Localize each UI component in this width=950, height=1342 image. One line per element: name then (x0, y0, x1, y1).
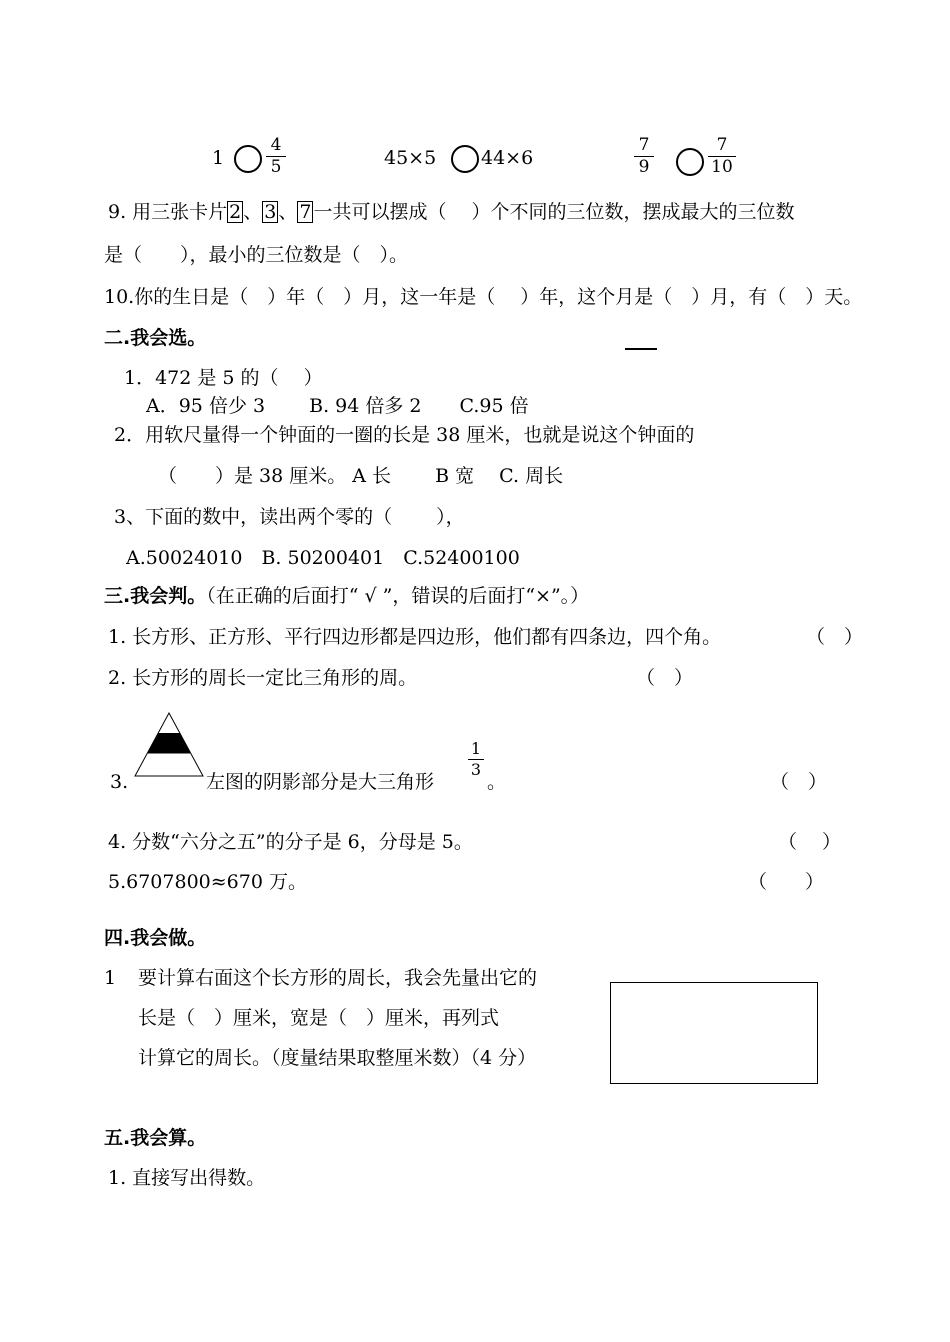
s2-q1-options: A．95 倍少 3 B. 94 倍多 2 C.95 倍 (146, 395, 529, 417)
section3-header (104, 584, 589, 608)
s4-q1-num: 1 (104, 967, 117, 989)
sep: 、 (278, 201, 298, 223)
fraction-7-9 (634, 136, 654, 177)
s4-q1-line3: 计算它的周长。（度量结果取整厘米数）（4 分） (138, 1047, 537, 1069)
frac-num: 7 (638, 135, 650, 155)
s3-q5: 5.6707800≈670 万。 (108, 871, 307, 893)
s4-q1-line2: 长是（ ）厘米，宽是（ ）厘米，再列式 (138, 1007, 500, 1029)
s3-q2: 2. 长方形的周长一定比三角形的周。 (108, 667, 418, 689)
fraction-4-5 (266, 136, 286, 177)
q10: 10.你的生日是（ ）年（ ）月，这一年是（ ）年，这个月是（ ）月，有（ ）天。 (104, 286, 863, 308)
frac-den: 5 (270, 157, 282, 177)
q9-suffix: 一共可以摆成（ ）个不同的三位数，摆成最大的三位数 (313, 201, 795, 223)
q9-line1 (108, 200, 795, 224)
s2-q3-options: A.50024010 B. 50200401 C.52400100 (126, 547, 520, 569)
frac-num: 1 (470, 739, 482, 758)
compare-2-left: 45×5 (384, 147, 437, 169)
compare-circle-1[interactable] (234, 145, 262, 173)
section3-title: 三.我会判。 (104, 585, 207, 607)
q9-prefix: 9. 用三张卡片 (108, 201, 228, 223)
sep: 、 (243, 201, 263, 223)
s3-q5-answer[interactable]: （ ） (748, 871, 825, 893)
shaded-band (148, 733, 191, 753)
fraction-1-3 (468, 740, 484, 779)
frac-den: 9 (638, 157, 650, 177)
s2-q3: 3、下面的数中，读出两个零的（ ）， (114, 506, 465, 528)
s3-q3-answer[interactable]: （ ） (770, 771, 828, 793)
section2-title: 二.我会选。 (104, 327, 207, 349)
card-3: 3 (264, 201, 277, 223)
s2-q1: 1．472 是 5 的（ ） (124, 367, 323, 389)
s2-q2-line2: （ ）是 38 厘米。 A 长 B 宽 C. 周长 (158, 465, 564, 487)
fraction-7-10 (708, 136, 736, 177)
s3-q4-answer[interactable]: （ ） (778, 831, 842, 853)
section3-instruction: （在正确的后面打“ √ ”，错误的后面打“×”。） (206, 585, 590, 607)
s2-q2-line1: 2．用软尺量得一个钟面的一圈的长是 38 厘米，也就是说这个钟面的 (114, 424, 695, 446)
frac-num: 4 (270, 135, 282, 155)
s3-q3-text: 左图的阴影部分是大三角形 (206, 771, 435, 793)
s3-q4: 4. 分数“六分之五”的分子是 6，分母是 5。 (108, 831, 473, 853)
compare-circle-3[interactable] (676, 148, 704, 176)
s3-q2-answer[interactable]: （ ） (636, 667, 694, 689)
s3-q1: 1. 长方形、正方形、平行四边形都是四边形，他们都有四条边，四个角。 (108, 626, 722, 648)
frac-den: 10 (711, 157, 733, 177)
compare-2-right: 44×6 (481, 147, 534, 169)
triangle-figure (134, 712, 204, 778)
stray-underline (625, 348, 657, 350)
section5-title: 五.我会算。 (104, 1127, 207, 1149)
frac-num: 7 (716, 135, 728, 155)
frac-den: 3 (470, 760, 482, 779)
card-2: 2 (229, 201, 242, 223)
section4-title: 四.我会做。 (104, 927, 207, 949)
s4-q1-line1: 要计算右面这个长方形的周长，我会先量出它的 (138, 967, 538, 989)
card-7: 7 (299, 201, 312, 223)
measure-rectangle (610, 982, 818, 1084)
s3-q1-answer[interactable]: （ ） (806, 626, 864, 648)
compare-circle-2[interactable] (451, 145, 479, 173)
s5-q1: 1. 直接写出得数。 (108, 1167, 266, 1189)
s3-q3-end: 。 (487, 771, 507, 793)
s3-q3-num: 3. (110, 771, 129, 793)
compare-1-left: 1 (212, 147, 225, 169)
q9-line2: 是（ ），最小的三位数是（ ）。 (104, 244, 409, 266)
